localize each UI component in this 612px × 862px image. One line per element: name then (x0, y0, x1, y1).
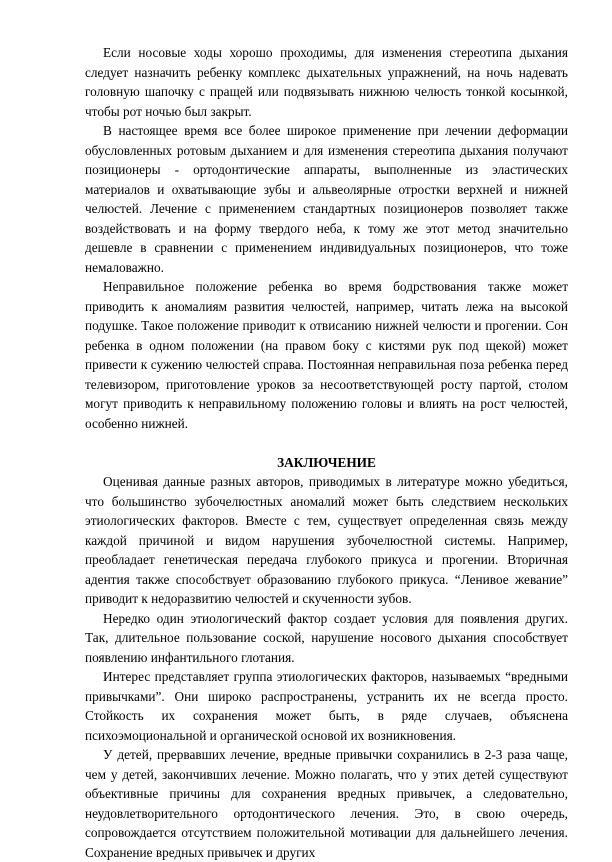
section-spacer (85, 433, 568, 453)
paragraph-positioners: В настоящее время все более широкое применение при лечении деформации обусловленных ротовым дыханием и для изменения стереотипа дыхания получают позиционеры - ортодонтические аппараты, выполненные из эластических материалов и охватывающие зубы и альвеолярные отростки верхней и нижней челюстей. Лечение с применением стандартных позиционеров позволяет также воздействовать и на форму твердого неба, к тому же этот метод значительно дешевле в сравнении с применением индивидуальных позиционеров, что тоже немаловажно. (85, 123, 568, 275)
paragraph-nasal-breathing: Если носовые ходы хорошо проходимы, для изменения стереотипа дыхания следует назначить ребенку комплекс дыхательных упражнений, на ночь надевать головную шапочку с пращей или подвязывать нижнюю челюсть тонкой косынкой, чтобы рот ночью был закрыт. (85, 45, 568, 119)
section-heading-conclusion: ЗАКЛЮЧЕНИЕ (277, 454, 376, 470)
paragraph-interrupted-treatment: У детей, прервавших лечение, вредные привычки сохранились в 2-3 раза чаще, чем у детей, закончивших лечение. Можно полагать, что у этих детей существуют объективные причины для сохранения вредных привычек, а следовательно, неудовлетворительного ортодонтического лечения. Это, в свою очередь, сопровождается отсутствием положительной мотивации для дальнейшего лечения. Сохранение вредных привычек и других (85, 747, 568, 860)
paragraph-factor-interplay: Нередко один этиологический фактор создает условия для появления других. Так, длительное пользование соской, нарушение носового дыхания способствует появлению инфантильного глотания. (85, 610, 568, 665)
paragraph-bad-habits: Интерес представляет группа этиологических факторов, называемых “вредными привычками”. Они широко распространены, устранить их не всегда просто. Стойкость их сохранения может быть, в ряде случаев, объяснена психоэмоциональной и органической основой их возникновения. (85, 669, 568, 743)
document-page (85, 43, 568, 862)
paragraph-child-posture: Неправильное положение ребенка во время бодрствования также может приводить к аномалиям развития челюстей, например, читать лежа на высокой подушке. Такое положение приводит к отвисанию нижней челюсти и прогении. Сон ребенка в одном положении (на правом боку с кистями рук под щекой) может привести к сужению челюстей справа. Постоянная неправильная поза ребенка перед телевизором, приготовление уроков за несоответствующей росту партой, столом могут приводить к неправильному положению головы и влиять на рост челюстей, особенно нижней. (85, 279, 568, 431)
paragraph-etiological-factors: Оценивая данные разных авторов, приводимых в литературе можно убедиться, что большинство зубочелюстных аномалий может быть следствием нескольких этиологических факторов. Вместе с тем, существует определенная связь между каждой причиной и видом нарушения зубочелюстной системы. Например, преобладает генетическая передача глубокого прикуса и прогении. Вторичная адентия также способствует образованию глубокого прикуса. “Ленивое жевание” приводит к недоразвитию челюстей и скученности зубов. (85, 474, 568, 606)
